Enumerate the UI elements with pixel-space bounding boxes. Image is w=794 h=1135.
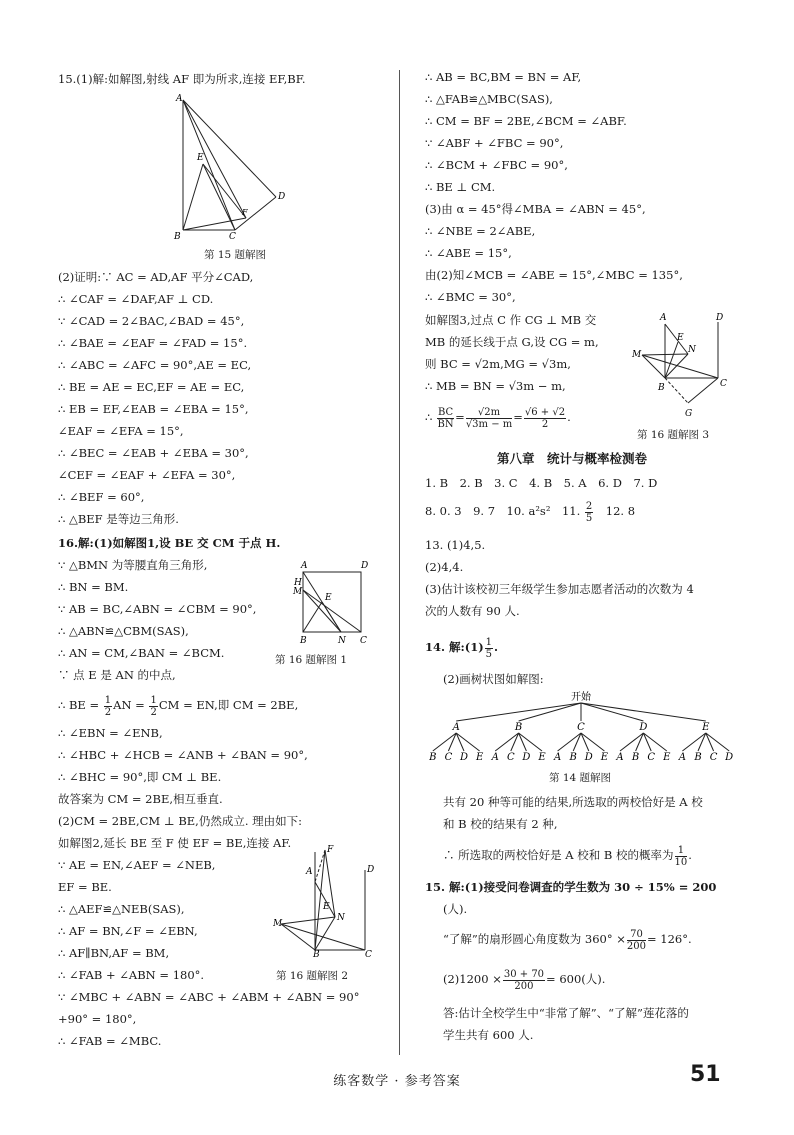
tree-node-l1: C (577, 722, 585, 733)
r-line1: ∴ AB = BC,BM = BN = AF, (425, 70, 582, 84)
label-N: N (337, 913, 345, 923)
q16-line10: 故答案为 CM = 2BE,相互垂直. (58, 792, 223, 806)
tree-node-l1: B (514, 722, 523, 733)
r-line9: ∴ ∠ABE = 15°, (425, 246, 512, 260)
q15-p2-line11: ∴ ∠BEF = 60°, (58, 490, 145, 504)
tree-diagram (425, 690, 737, 770)
label-D: D (278, 192, 286, 202)
tree-node-l2: B (569, 752, 577, 763)
tree-node-l2: D (522, 752, 531, 763)
fraction-half-2: $\frac{1}{2}$ (150, 694, 157, 718)
tree-node-l2: A (616, 752, 624, 763)
q13-line1: 13. (1)4,5. (425, 538, 486, 552)
tree-node-l2: D (725, 752, 734, 763)
tree-node-l2: A (553, 752, 562, 763)
q16-line11: (2)CM = 2BE,CM ⊥ BE,仍然成立. 理由如下: (58, 814, 303, 828)
mc-answers: 1. B 2. B 3. C 4. B 5. A 6. D 7. D (425, 476, 658, 490)
q14-prob-line: ∴ 所选取的两校恰好是 A 校和 B 校的概率为 $\frac{1}{10}$ . (443, 844, 692, 868)
q16-line9: ∴ ∠BHC = 90°,即 CM ⊥ BE. (58, 770, 222, 784)
q15-p2-line1: (2)证明:∵ AC = AD,AF 平分∠CAD, (58, 270, 254, 284)
q15-p2-line8: ∠EAF = ∠EFA = 15°, (58, 424, 184, 438)
fraction-100-200: $\frac{30 + 70}{200}$ (503, 968, 545, 992)
q15-p2-line4: ∴ ∠BAE = ∠EAF = ∠FAD = 15°. (58, 336, 248, 350)
tree-node-l2: C (709, 752, 718, 763)
q16-be-line: ∴ BE = $\frac{1}{2}$ AN = $\frac{1}{2}$ CM = EN,即 CM = 2BE, (58, 694, 299, 718)
q16-line16: ∴ AF = BN,∠F = ∠EBN, (58, 924, 198, 938)
q16-line18: ∴ ∠FAB + ∠ABN = 180°. (58, 968, 205, 982)
q16-line17: ∴ AF∥BN,AF = BM, (58, 946, 170, 960)
r-line11: ∴ ∠BMC = 30°, (425, 290, 516, 304)
tree-node-l1: D (639, 722, 648, 733)
tree-node-l1: A (452, 722, 460, 733)
tree-branch (456, 703, 581, 721)
fraction-sqrt: $\frac{√2m}{√3m - m}$ (465, 406, 513, 430)
q16-line15: ∴ △AEF≌△NEB(SAS), (58, 902, 185, 916)
label-A: A (306, 867, 313, 877)
q13-line4: 次的人数有 90 人. (425, 604, 520, 618)
figure-q16-2 (273, 842, 383, 957)
page-number: 51 (690, 1062, 721, 1087)
tree-branch (519, 703, 581, 721)
fraction-two-fifths: $\frac{2}{5}$ (585, 500, 593, 524)
footer-title: 练客数学 · 参考答案 (333, 1074, 461, 1089)
tree-node-l2: C (506, 752, 515, 763)
label-F: F (242, 208, 248, 217)
r-line4: ∵ ∠ABF + ∠FBC = 90°, (425, 136, 564, 150)
label-E: E (197, 153, 204, 163)
q15-line1: 15. 解:(1)接受问卷调查的学生数为 30 ÷ 15% = 200 (425, 880, 717, 894)
label-A: A (301, 561, 308, 571)
label-E: E (325, 593, 332, 603)
label-D: D (367, 865, 375, 875)
q15-p2-line5: ∴ ∠ABC = ∠AFC = 90°,AE = EC, (58, 358, 252, 372)
label-H: H (294, 578, 302, 588)
label-M: M (632, 350, 642, 360)
fraction-half-1: $\frac{1}{2}$ (104, 694, 112, 718)
q15-line5: 答:估计全校学生中“非常了解”、“了解”莲花落的 (443, 1006, 689, 1020)
tree-branch (581, 703, 643, 721)
q16-line21: ∴ ∠FAB = ∠MBC. (58, 1034, 162, 1048)
label-B: B (174, 232, 181, 240)
ratio-line: ∴ $\frac{BC}{BN}$ = $\frac{√2m}{√3m - m}$ = $\frac{√6 + √2}{2}$ . (425, 406, 571, 430)
q15-line4: (2)1200 × $\frac{30 + 70}{200}$ = 600(人). (443, 968, 606, 992)
caption-fig16-3: 第 16 题解图 3 (637, 429, 710, 441)
r-line3: ∴ CM = BF = 2BE,∠BCM = ∠ABF. (425, 114, 627, 128)
tree-node-l2: A (678, 752, 687, 763)
q16-line7: ∴ ∠EBN = ∠ENB, (58, 726, 163, 740)
q16-line2: ∴ BN = BM. (58, 580, 129, 594)
label-C: C (360, 636, 367, 646)
label-C: C (365, 950, 372, 957)
q16-line4: ∴ △ABN≌△CBM(SAS), (58, 624, 189, 638)
r2-line1: 如解图3,过点 C 作 CG ⊥ MB 交 (425, 313, 597, 327)
tree-node-l2: D (459, 752, 469, 763)
fill-answers: 8. 0. 3 9. 7 10. a²s² 11. $\frac{2}{5}$ 12. 8 (425, 500, 636, 524)
q16-line5: ∴ AN = CM,∠BAN = ∠BCM. (58, 646, 225, 660)
label-N: N (338, 636, 346, 646)
label-N: N (688, 345, 696, 355)
q14-line2: (2)画树状图如解图: (443, 672, 544, 686)
q16-line19: ∵ ∠MBC + ∠ABN = ∠ABC + ∠ABM + ∠ABN = 90° (58, 990, 360, 1004)
figure-q16-1 (291, 558, 371, 646)
q16-line20: +90° = 180°, (58, 1012, 137, 1026)
q15-part1: 15.(1)解:如解图,射线 AF 即为所求,连接 EF,BF. (58, 72, 306, 86)
chapter-title: 第八章 统计与概率检测卷 (497, 451, 648, 466)
r2-line3: 则 BC = √2m,MG = √3m, (425, 357, 571, 371)
r2-line2: MB 的延长线于点 G,设 CG = m, (425, 335, 599, 349)
q16-head: 16.解:(1)如解图1,设 BE 交 CM 于点 H. (58, 536, 281, 550)
label-G: G (685, 409, 693, 419)
q15-line6: 学生共有 600 人. (443, 1028, 534, 1042)
label-C: C (229, 232, 236, 240)
q15-p2-line2: ∴ ∠CAF = ∠DAF,AF ⊥ CD. (58, 292, 214, 306)
tree-node-l2: A (491, 752, 499, 763)
caption-fig15: 第 15 题解图 (204, 249, 267, 261)
tree-node-l2: E (538, 752, 546, 763)
fraction-one-fifth: $\frac{1}{5}$ (485, 636, 493, 660)
q13-line3: (3)估计该校初三年级学生参加志愿者活动的次数为 4 (425, 582, 694, 596)
label-B: B (300, 636, 307, 646)
q16-line1: ∵ △BMN 为等腰直角三角形, (58, 558, 208, 572)
q15-p2-line9: ∴ ∠BEC = ∠EAB + ∠EBA = 30°, (58, 446, 249, 460)
label-E: E (677, 333, 684, 343)
tree-node-l2: E (475, 752, 484, 763)
label-F: F (327, 845, 334, 855)
q15-p2-line3: ∵ ∠CAD = 2∠BAC,∠BAD = 45°, (58, 314, 245, 328)
label-A: A (176, 94, 183, 104)
q15-p2-line7: ∴ EB = EF,∠EAB = ∠EBA = 15°, (58, 402, 249, 416)
q16-line12: 如解图2,延长 BE 至 F 使 EF = BE,连接 AF. (58, 836, 292, 850)
r-line6: ∴ BE ⊥ CM. (425, 180, 496, 194)
tree-branch (581, 703, 706, 721)
label-E: E (323, 902, 330, 912)
q15-p2-line6: ∴ BE = AE = EC,EF = AE = EC, (58, 380, 245, 394)
q13-line2: (2)4,4. (425, 560, 464, 574)
tree-node-l1: E (702, 722, 710, 733)
r-line2: ∴ △FAB≌△MBC(SAS), (425, 92, 553, 106)
fraction-bc-bn: $\frac{BC}{BN}$ (437, 406, 454, 430)
label-M: M (293, 587, 303, 597)
tree-node-l2: C (444, 752, 453, 763)
r-line8: ∴ ∠NBE = 2∠ABE, (425, 224, 536, 238)
tree-node-l2: B (429, 752, 437, 763)
column-divider (399, 70, 400, 1055)
figure-q15 (166, 90, 296, 240)
q16-line14: EF = BE. (58, 880, 112, 894)
r-line5: ∴ ∠BCM + ∠FBC = 90°, (425, 158, 568, 172)
tree-node-l2: B (694, 752, 702, 763)
q15-line3: “了解”的扇形圆心角度数为 360° × $\frac{70}{200}$ = 126°. (443, 928, 692, 952)
q16-line13: ∵ AE = EN,∠AEF = ∠NEB, (58, 858, 216, 872)
q14-txt1: 共有 20 种等可能的结果,所选取的两校恰好是 A 校 (443, 795, 703, 809)
label-D: D (361, 561, 369, 571)
tree-node-l2: E (600, 752, 609, 763)
fraction-one-tenth: $\frac{1}{10}$ (674, 844, 688, 868)
label-B: B (658, 383, 665, 393)
tree-node-l2: B (631, 752, 640, 763)
caption-fig16-2: 第 16 题解图 2 (276, 970, 349, 982)
tree-node-l2: D (584, 752, 593, 763)
q16-line6: ∵ 点 E 是 AN 的中点, (58, 668, 176, 682)
r-line10: 由(2)知∠MCB = ∠ABE = 15°,∠MBC = 135°, (425, 268, 683, 282)
q14-txt2: 和 B 校的结果有 2 种, (443, 817, 558, 831)
q16-line3: ∵ AB = BC,∠ABN = ∠CBM = 90°, (58, 602, 257, 616)
r2-line4: ∴ MB = BN = √3m − m, (425, 379, 566, 393)
q14-line1: 14. 解:(1) $\frac{1}{5}$ . (425, 636, 499, 660)
fraction-result: $\frac{√6 + √2}{2}$ (524, 406, 566, 430)
caption-fig16-1: 第 16 题解图 1 (275, 654, 348, 666)
tree-node-l2: E (663, 752, 671, 763)
q15-p2-line10: ∠CEF = ∠EAF + ∠EFA = 30°, (58, 468, 236, 482)
label-C: C (720, 379, 727, 389)
figure-q16-3 (630, 310, 735, 420)
q15-line2: (人). (443, 902, 468, 916)
q15-p2-line12: ∴ △BEF 是等边三角形. (58, 512, 179, 526)
label-M: M (273, 919, 283, 929)
r-line7: (3)由 α = 45°得∠MBA = ∠ABN = 45°, (425, 202, 646, 216)
fraction-70-200: $\frac{70}{200}$ (626, 928, 646, 952)
label-D: D (716, 313, 724, 323)
tree-node-l2: C (647, 752, 656, 763)
label-B: B (313, 950, 320, 957)
q16-line8: ∴ ∠HBC + ∠HCB = ∠ANB + ∠BAN = 90°, (58, 748, 308, 762)
label-A: A (660, 313, 667, 323)
tree-root: 开始 (571, 692, 591, 703)
caption-fig14: 第 14 题解图 (549, 772, 612, 784)
